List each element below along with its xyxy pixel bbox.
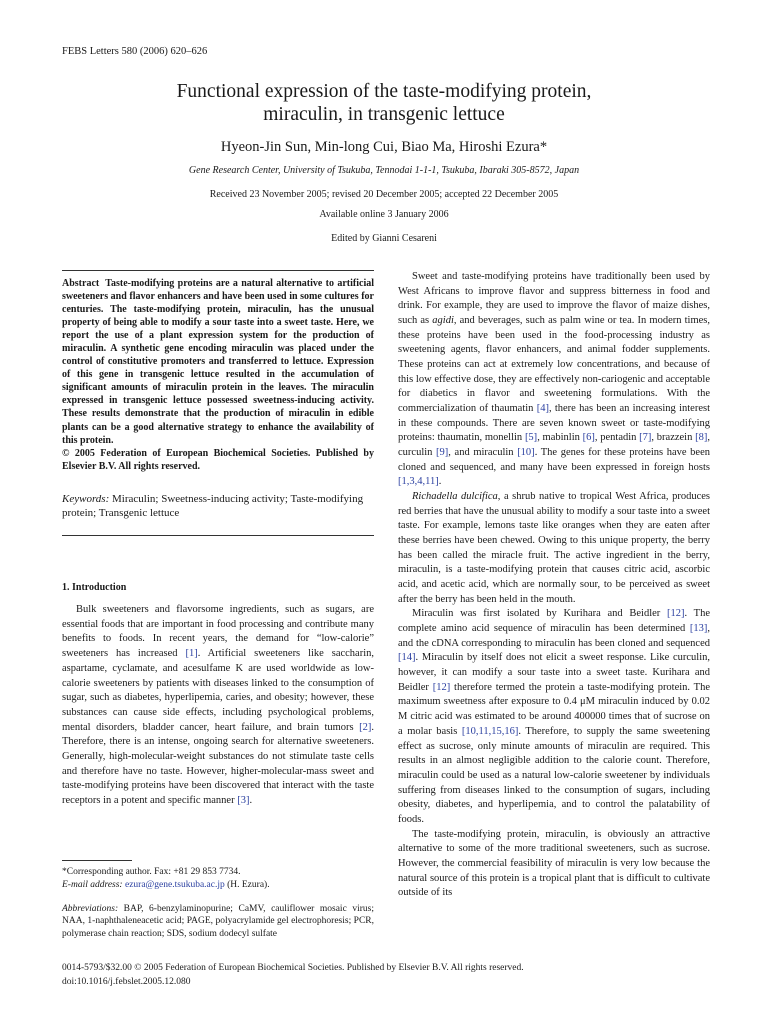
citation-link[interactable]: [13] <box>689 623 708 635</box>
email-label: E-mail address: <box>62 880 123 890</box>
keywords-label: Keywords: <box>62 493 110 505</box>
corresponding-author: *Corresponding author. Fax: +81 29 853 7734. <box>62 867 241 877</box>
citation-link[interactable]: [6] <box>582 432 595 444</box>
citation-link[interactable]: [12] <box>667 608 685 620</box>
title-line-1: Functional expression of the taste-modifying protein, <box>176 81 592 102</box>
email-footnote <box>62 879 374 892</box>
intro-paragraph-4 <box>398 607 710 827</box>
paragraph-text: . <box>249 795 253 807</box>
paragraph-text: . The complete amino acid sequence of miraculin has been determined <box>398 608 711 635</box>
paragraph-text: , a shrub native to tropical West Africa, produces red berries that have the unusual ability to modify a sour taste into a sweet taste. For example, lemons taste like oranges when they are eaten after these berries have been chewed. Owing to this unique property, the berry has been called the miracle fruit. The active ingredient in the berry, miraculin, is a taste-modifying protein that causes citric acid, ascorbic acid, and acetic acid, which are normally sour, to be perceived as sweet after the berry has been held in the mouth. <box>398 491 710 605</box>
abbreviations-text: BAP, 6-benzylaminopurine; CaMV, cauliflower mosaic virus; NAA, 1-naphthaleneacetic acid; PAGE, polyacrylamide gel electrophoresis; PCR, polymerase chain reaction; SDS, sodium dodecyl sulfate <box>62 904 374 939</box>
keywords-text: Miraculin; Sweetness-inducing activity; Taste-modifying protein; Transgenic lettuce <box>62 493 364 519</box>
paragraph-text: , mabinlin <box>537 432 583 444</box>
intro-paragraph-2 <box>398 270 710 490</box>
abstract-copyright: © 2005 Federation of European Biochemical Societies. Published by Elsevier B.V. All rights reserved. <box>62 447 374 472</box>
paragraph-text: , brazzein <box>651 432 696 444</box>
paragraph-text: , and beverages, such as palm wine or tea. In modern times, these proteins have been used in the food-processing industry as sweetening agents, flavor enhancers, and animal fodder supplements. These proteins can act at extremely low concentrations, and because of this low effective dose, they are effectively non-cariogenic and acceptable for diabetics in flavor and sweetening formulations. With the commercialization of thaumatin <box>398 315 710 415</box>
doi-line[interactable]: doi:10.1016/j.febslet.2005.12.080 <box>62 977 191 987</box>
paragraph-text: Miraculin was first isolated by Kurihara and Beidler <box>412 608 668 620</box>
abstract-text: Taste-modifying proteins are a natural alternative to artificial sweeteners and flavor enhancers and have been used in some cultures for centuries. The taste-modifying protein, miraculin, has the unusual property of being able to modify a sour taste into a sweet taste. Here, we report the use of a plant expression system for the production of miraculin. A synthetic gene encoding miraculin was placed under the control of constitutive promoters and transferred to lettuce. Expression of this gene in transgenic lettuce resulted in the accumulation of significant amounts of miraculin protein in the leaves. The miraculin expressed in transgenic lettuce possessed sweetness-inducing activity. These results demonstrate that the production of miraculin in edible plants can be a good alternative strategy to enhance the availability of this protein. <box>62 278 374 446</box>
paragraph-text: . Therefore, to supply the same sweetening effect as sucrose, only minute amounts of miraculin are required. This results in an almost negligible addition to the calorie count. Therefore, miraculin could be used as a natural low-calorie sweetener by individuals suffering from diseases linked to the consumption of sugars, including obesity, diabetes, and hyperlipemia, and to control the palatability of foods. <box>398 725 710 825</box>
citation-link[interactable]: [2] <box>359 721 372 733</box>
left-column <box>62 603 374 809</box>
paragraph-text: . <box>438 476 442 488</box>
email-suffix: (H. Ezura). <box>224 880 270 890</box>
italic-text: agidi <box>432 315 454 327</box>
citation-link[interactable]: [1] <box>185 648 198 660</box>
paragraph-text: Bulk sweeteners and flavorsome ingredients, such as sugars, are essential foods that are important in food processing and contribute many benefits to foods. In recent years, the demand for “low-calorie” sweeteners has increased <box>62 604 374 660</box>
paragraph-text: . Miraculin by itself does not elicit a sweet response. Like curculin, however, it can modify a sour taste into a sweet taste. Kurihara and Beidler <box>398 652 710 693</box>
paragraph-text: . The genes for these proteins have been cloned and sequenced, and many have been expressed in foreign hosts <box>398 447 711 473</box>
citation-link[interactable]: [3] <box>237 795 250 807</box>
paragraph-text: , there has been an increasing interest in these compounds. There are seven known sweet or taste-modifying proteins: thaumatin, monellin <box>398 403 710 444</box>
paragraph-text: , and miraculin <box>448 447 518 459</box>
abbreviations-label: Abbreviations: <box>62 904 119 914</box>
footnote-rule <box>62 860 132 861</box>
citation-link[interactable]: [9] <box>436 447 449 459</box>
paragraph-text: Sweet and taste-modifying proteins have traditionally been used by West Africans to improve flavor and suppress bitterness in food and drink. For example, they are used to improve the flavor of maize dishes, such as <box>398 271 710 327</box>
citation-link[interactable]: [12] <box>432 681 451 693</box>
abstract-label: Abstract <box>62 278 100 289</box>
abstract-top-rule <box>62 270 374 271</box>
title-line-2: miraculin, in transgenic lettuce <box>263 104 505 125</box>
abstract <box>62 277 374 473</box>
paragraph-text: The taste-modifying protein, miraculin, is obviously an attractive alternative to some of the more traditional sweeteners, such as sucrose. However, the commercial feasibility of miraculin is very low because the natural source of this protein is a tropical plant that is difficult to cultivate outside of its <box>398 828 710 899</box>
edited-by: Edited by Gianni Cesareni <box>331 233 437 244</box>
paragraph-text: therefore termed the protein a taste-modifying protein. The maximum sweetness after exposure to 0.4 μM miraculin induced by 0.02 M citric acid was estimated to be around 400000 times that of sucrose on a molar basis <box>398 681 711 737</box>
affiliation: Gene Research Center, University of Tsukuba, Tennodai 1-1-1, Tsukuba, Ibaraki 305-8572, Japan <box>188 165 580 176</box>
citation-link[interactable]: [5] <box>524 432 538 444</box>
citation-link[interactable]: [1,3,4,11] <box>398 476 439 488</box>
intro-paragraph-3 <box>398 490 710 607</box>
paragraph-text: , and the cDNA corresponding to miraculin has been cloned and sequenced <box>398 623 710 649</box>
citation-link[interactable]: [10,11,15,16] <box>461 725 519 737</box>
citation-link[interactable]: [14] <box>398 652 416 664</box>
intro-paragraph-5 <box>398 828 710 901</box>
citation-link[interactable]: [10] <box>517 447 535 459</box>
italic-text: Richadella dulcifica <box>412 491 498 503</box>
email-link[interactable]: ezura@gene.tsukuba.ac.jp <box>124 880 225 890</box>
keywords <box>62 493 374 520</box>
paragraph-text: , pentadin <box>594 432 640 444</box>
section-heading-introduction: 1. Introduction <box>62 582 127 593</box>
citation-link[interactable]: [7] <box>639 432 652 444</box>
received-dates: Received 23 November 2005; revised 20 December 2005; accepted 22 December 2005 <box>209 189 559 200</box>
issn-copyright-line: 0014-5793/$32.00 © 2005 Federation of European Biochemical Societies. Published by Elsevier B.V. All rights reserved. <box>62 963 524 973</box>
citation-link[interactable]: [4] <box>536 403 549 415</box>
abstract-bottom-rule <box>62 535 374 536</box>
author-list: Hyeon-Jin Sun, Min-long Cui, Biao Ma, Hiroshi Ezura* <box>220 139 548 155</box>
right-column <box>398 270 710 901</box>
intro-paragraph-1 <box>62 603 374 809</box>
paragraph-text: . Artificial sweeteners like saccharin, aspartame, cyclamate, and acesulfame K are used worldwide as low-calorie sweeteners by patients with diseases linked to the consumption of sugar, such as diabetes, hyperlipemia, caries, and obesity; however, these substances can cause side effects, including psychological problems, mental disorders, bladder cancer, heart failure, and brain tumors <box>62 648 374 733</box>
citation-link[interactable]: [8] <box>695 432 708 444</box>
journal-citation: FEBS Letters 580 (2006) 620–626 <box>62 46 208 57</box>
paragraph-text: , curculin <box>398 432 710 459</box>
available-online: Available online 3 January 2006 <box>319 209 449 220</box>
paper-title <box>0 80 768 126</box>
abbreviations-footnote <box>62 903 374 940</box>
paragraph-text: . Therefore, there is an intense, ongoing search for alternative sweeteners. Generally, high-molecular-weight substances do not stimulate taste cells and therefore have no taste. However, higher-molecular-mass sweet and taste-modifying proteins have been discovered that interact with the taste receptors in a potent and specific manner <box>62 721 374 807</box>
